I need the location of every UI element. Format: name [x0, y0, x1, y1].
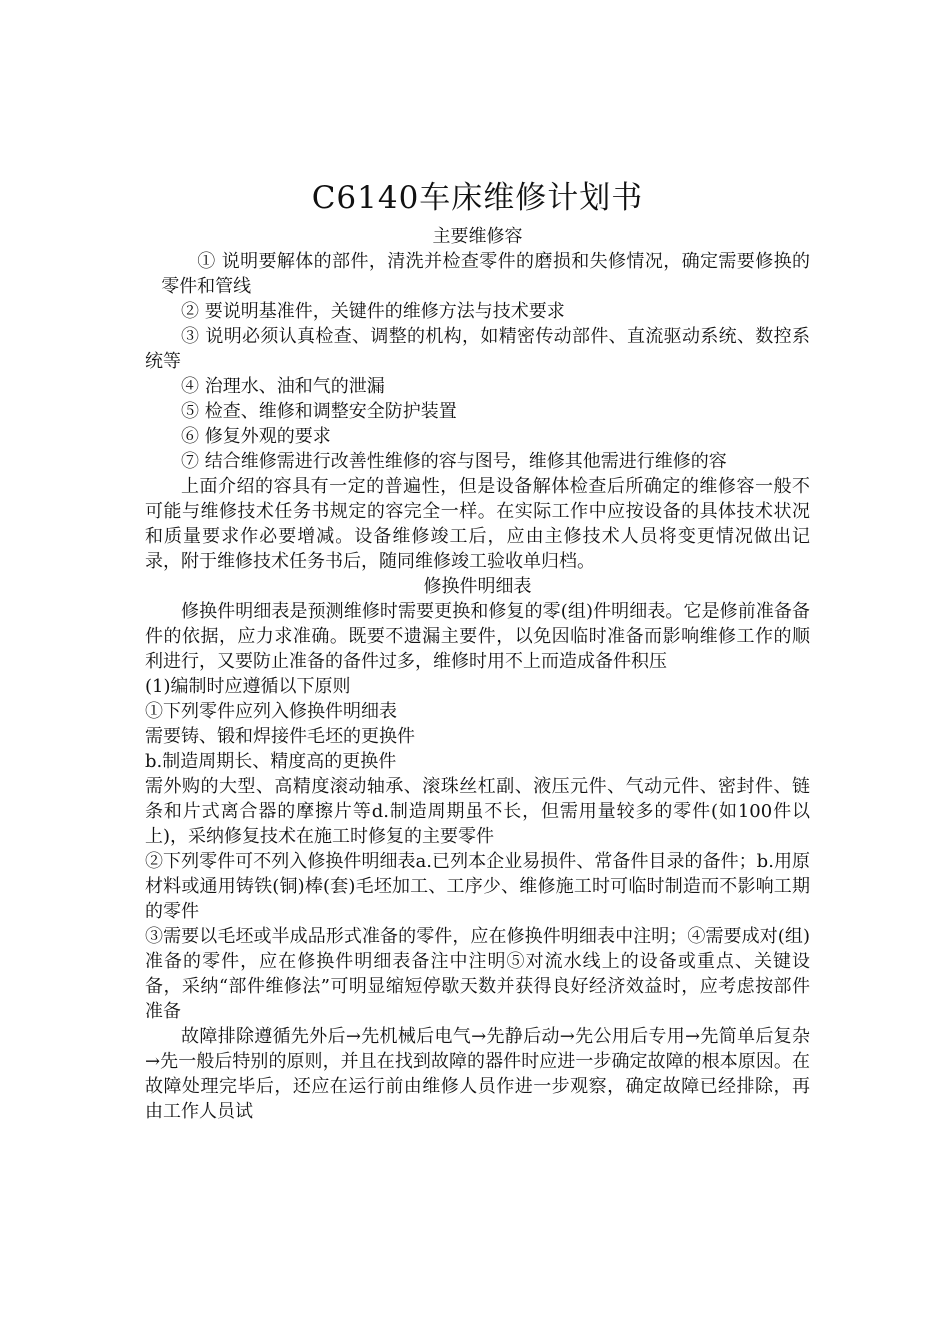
parts-list-intro-paragraph: 修换件明细表是预测维修时需要更换和修复的零(组)件明细表。它是修前准备备件的依据，应力求准确。既要不遗漏主要件，以免因临时准备而影响维修工作的顺利进行，又要防止准备的备件过多，维修时用不上而造成备件积压 [145, 601, 810, 672]
parts-list-line-3: 需要铸、锻和焊接件毛坯的更换件 [145, 726, 415, 747]
parts-list-line-2: ①下列零件应列入修换件明细表 [145, 701, 397, 722]
parts-list-line-1: (1)编制时应遵循以下原则 [145, 676, 351, 697]
troubleshooting-paragraph: 故障排除遵循先外后→先机械后电气→先静后动→先公用后专用→先简单后复杂→先一般后特别的原则，并且在找到故障的器件时应进一步确定故障的根本原因。在故障处理完毕后，还应在运行前由维修人员作进一步观察，确定故障已经排除，再由工作人员试 [145, 1026, 810, 1122]
parts-list-line-7: ③需要以毛坯或半成品形式准备的零件，应在修换件明细表中注明；④需要成对(组)准备的零件，应在修换件明细表备注中注明⑤对流水线上的设备或重点、关键设备，采纳“部件维修法”可明显缩短停歇天数并获得良好经济效益时，应考虑按部件准备 [145, 926, 810, 1022]
parts-list-line-4: b.制造周期长、精度高的更换件 [145, 751, 397, 772]
parts-list-line-6: ②下列零件可不列入修换件明细表a.已列本企业易损件、常备件目录的备件；b.用原材料或通用铸铁(铜)棒(套)毛坯加工、工序少、维修施工时可临时制造而不影响工期的零件 [145, 851, 810, 922]
maintenance-item-2: ② 要说明基准件，关键件的维修方法与技术要求 [181, 301, 565, 322]
parts-list-line-5: 需外购的大型、高精度滚动轴承、滚珠丝杠副、液压元件、气动元件、密封件、链条和片式离合器的摩擦片等d.制造周期虽不长，但需用量较多的零件(如100件以上)，采纳修复技术在施工时修复的主要零件 [145, 776, 810, 847]
maintenance-item-3: ③ 说明必须认真检查、调整的机构，如精密传动部件、直流驱动系统、数控系统等 [145, 326, 810, 372]
maintenance-item-4: ④ 治理水、油和气的泄漏 [181, 376, 385, 397]
section-heading-maintenance-content: 主要维修容 [432, 226, 523, 247]
maintenance-item-6: ⑥ 修复外观的要求 [181, 426, 331, 447]
document-page [145, 178, 810, 1124]
document-title: C6140车床维修计划书 [311, 180, 644, 216]
maintenance-item-1: ① 说明要解体的部件，清洗并检查零件的磨损和失修情况，确定需要修换的零件和管线 [161, 251, 810, 297]
maintenance-summary-paragraph: 上面介绍的容具有一定的普遍性，但是设备解体检查后所确定的维修容一般不可能与维修技术任务书规定的容完全一样。在实际工作中应按设备的具体技术状况和质量要求作必要增减。设备维修竣工后，应由主修技术人员将变更情况做出记录，附于维修技术任务书后，随同维修竣工验收单归档。 [145, 476, 810, 572]
maintenance-item-5: ⑤ 检查、维修和调整安全防护装置 [181, 401, 457, 422]
maintenance-item-7: ⑦ 结合维修需进行改善性维修的容与图号，维修其他需进行维修的容 [181, 451, 727, 472]
section-heading-parts-list: 修换件明细表 [423, 576, 532, 597]
